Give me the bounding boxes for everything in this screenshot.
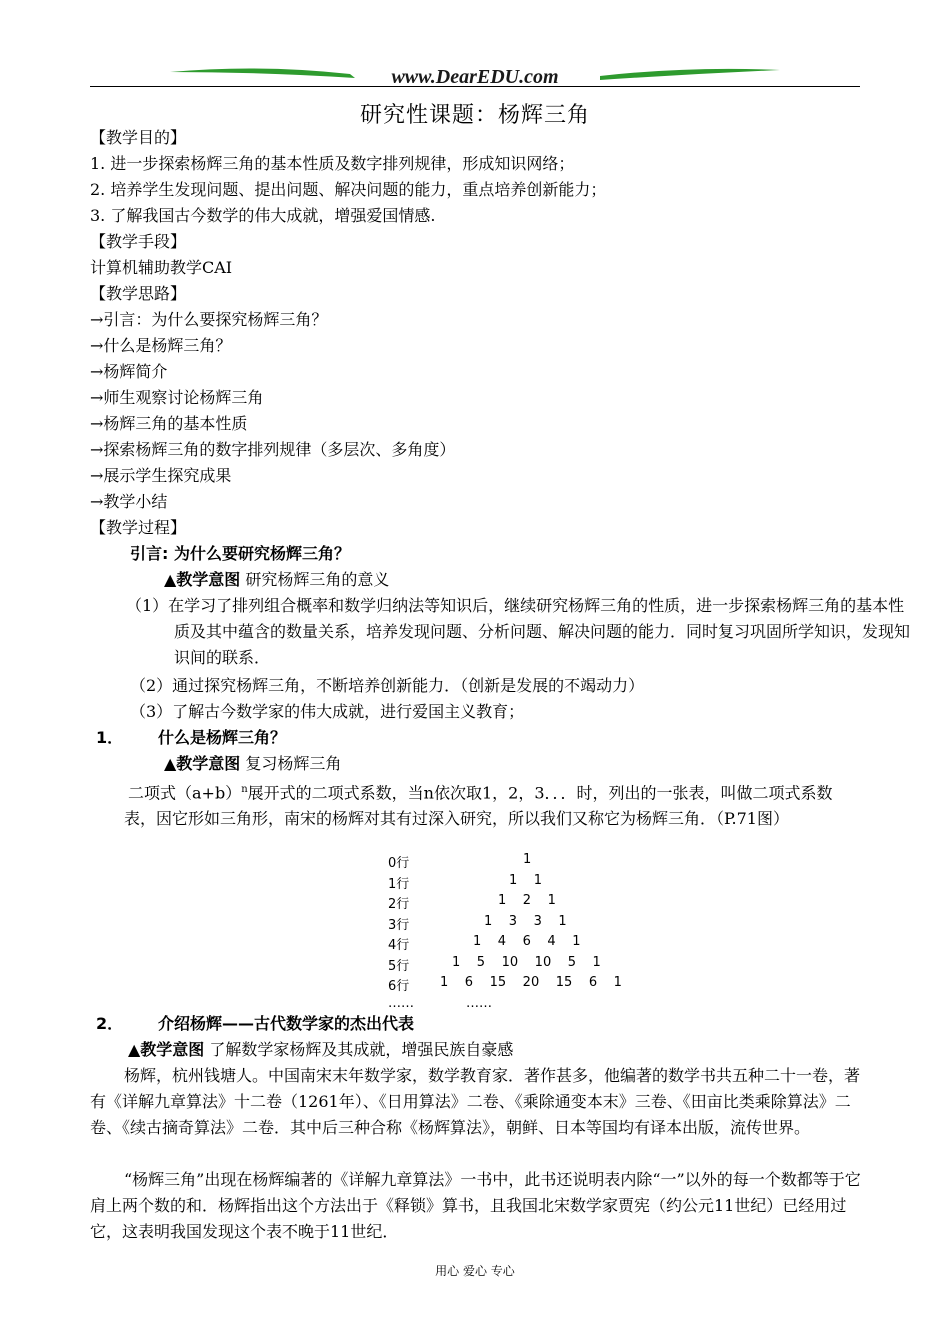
intro-item-3: （3）了解古今数学家的伟大成就，进行爱国主义教育； [130,702,525,721]
row-numbers: 1 2 1 [498,893,556,908]
row-numbers: 1 1 [509,872,543,888]
idea-heading: 【教学思路】 [90,284,187,303]
intent-line [128,1039,513,1061]
intent-line [164,753,341,775]
intro-title: 引言: 为什么要研究杨辉三角？ [130,544,350,563]
idea-item: →师生观察讨论杨辉三角 [90,388,264,407]
idea-item: →杨辉三角的基本性质 [90,414,248,433]
means-text: 计算机辅助教学CAI [90,258,233,277]
goal-item: 2. 培养学生发现问题、提出问题、解决问题的能力，重点培养创新能力； [90,180,607,199]
section-2-number: 2． [96,1014,124,1033]
header-rule [90,86,860,87]
biography-paragraph: 杨辉，杭州钱塘人。中国南宋末年数学家，数学教育家．著作甚多，他编著的数学书共五种二十一卷，著有《详解九章算法》十二卷（1261年）、《日用算法》二卷、《乘除通变本末》三卷、《田亩比类乘除算法》二卷、《续古摘奇算法》二卷．其中后三种合称《杨辉算法》，朝鲜、日本等国均有译本出版，流传世界。 [90,1066,861,1137]
intro-item-1: （1）在学习了排列组合概率和数学归纳法等知识后，继续研究杨辉三角的性质，进一步探索杨辉三角的基本性质及其中蕴含的数量关系，培养发现问题、分析问题、解决问题的能力．同时复习巩固所学知识，发现知识间的联系． [126,596,911,667]
logo-text: www.DearEDU.com [391,66,559,88]
row-numbers: 1 3 3 1 [484,913,567,929]
page-footer: 用心 爱心 专心 [435,1264,515,1278]
row-label: 4行 [388,938,410,953]
section-1-number: 1． [96,728,124,747]
idea-item: →引言：为什么要探究杨辉三角？ [90,310,328,329]
idea-item: →展示学生探究成果 [90,466,232,485]
section-2-title: 介绍杨辉——古代数学家的杰出代表 [158,1014,415,1033]
process-heading: 【教学过程】 [90,518,187,537]
intent-text: 研究杨辉三角的意义 [245,570,390,589]
goal-item: 1. 进一步探索杨辉三角的基本性质及数字排列规律，形成知识网络； [90,154,575,173]
idea-item: →探索杨辉三角的数字排列规律（多层次、多角度） [90,440,456,459]
row-label: 6行 [388,979,410,994]
section-1-paragraph [124,777,864,832]
ellipsis: …… [466,995,492,1011]
means-heading: 【教学手段】 [90,232,187,251]
goal-item: 3. 了解我国古今数学的伟大成就，增强爱国情感. [90,206,436,225]
idea-item: →什么是杨辉三角？ [90,336,232,355]
section-1-title: 什么是杨辉三角？ [158,728,287,747]
row-numbers: 1 5 10 10 5 1 [452,954,601,970]
row-label: 5行 [388,958,410,974]
history-paragraph: “杨辉三角”出现在杨辉编著的《详解九章算法》一书中，此书还说明表内除“一”以外的每一个数都等于它肩上两个数的和．杨辉指出这个方法出于《释锁》算书，且我国北宋数学家贾宪（约公元11世纪）已经用过它，这表明我国发现这个表不晚于11世纪． [90,1170,861,1241]
intent-label: ▲教学意图 [164,570,241,589]
intent-line [164,569,389,591]
row-label: 1行 [388,876,410,892]
goal-heading: 【教学目的】 [90,128,187,147]
intent-label: ▲教学意图 [164,754,241,773]
intent-label: ▲教学意图 [128,1040,205,1059]
section-1-text-pre: 二项式（a+b） [128,783,242,803]
section-1-text-post: 展开式的二项式系数，当n依次取1，2，3．．．时，列出的一张表，叫做二项式系数表，因它形如三角形，南宋的杨辉对其有过深入研究，所以我们又称它为杨辉三角．（P.71图） [124,783,833,829]
row-numbers: 1 4 6 4 1 [473,934,581,949]
row-numbers: 1 [523,852,532,867]
idea-item: →教学小结 [90,492,168,511]
intent-text: 了解数学家杨辉及其成就，增强民族自豪感 [209,1040,514,1059]
intro-item-2: （2）通过探究杨辉三角，不断培养创新能力．（创新是发展的不竭动力） [130,676,645,695]
row-numbers: 1 6 15 20 15 6 1 [440,975,622,990]
section-1-superscript: n [241,784,248,795]
ellipsis: …… [388,995,414,1011]
row-label: 3行 [388,917,410,933]
intent-text: 复习杨辉三角 [245,754,342,773]
page-title: 研究性课题：杨辉三角 [359,103,590,128]
row-label: 2行 [388,897,410,912]
site-logo [170,62,780,88]
idea-item: →杨辉简介 [90,362,168,381]
row-label: 0行 [388,856,410,871]
yanghui-triangle [388,852,628,1016]
